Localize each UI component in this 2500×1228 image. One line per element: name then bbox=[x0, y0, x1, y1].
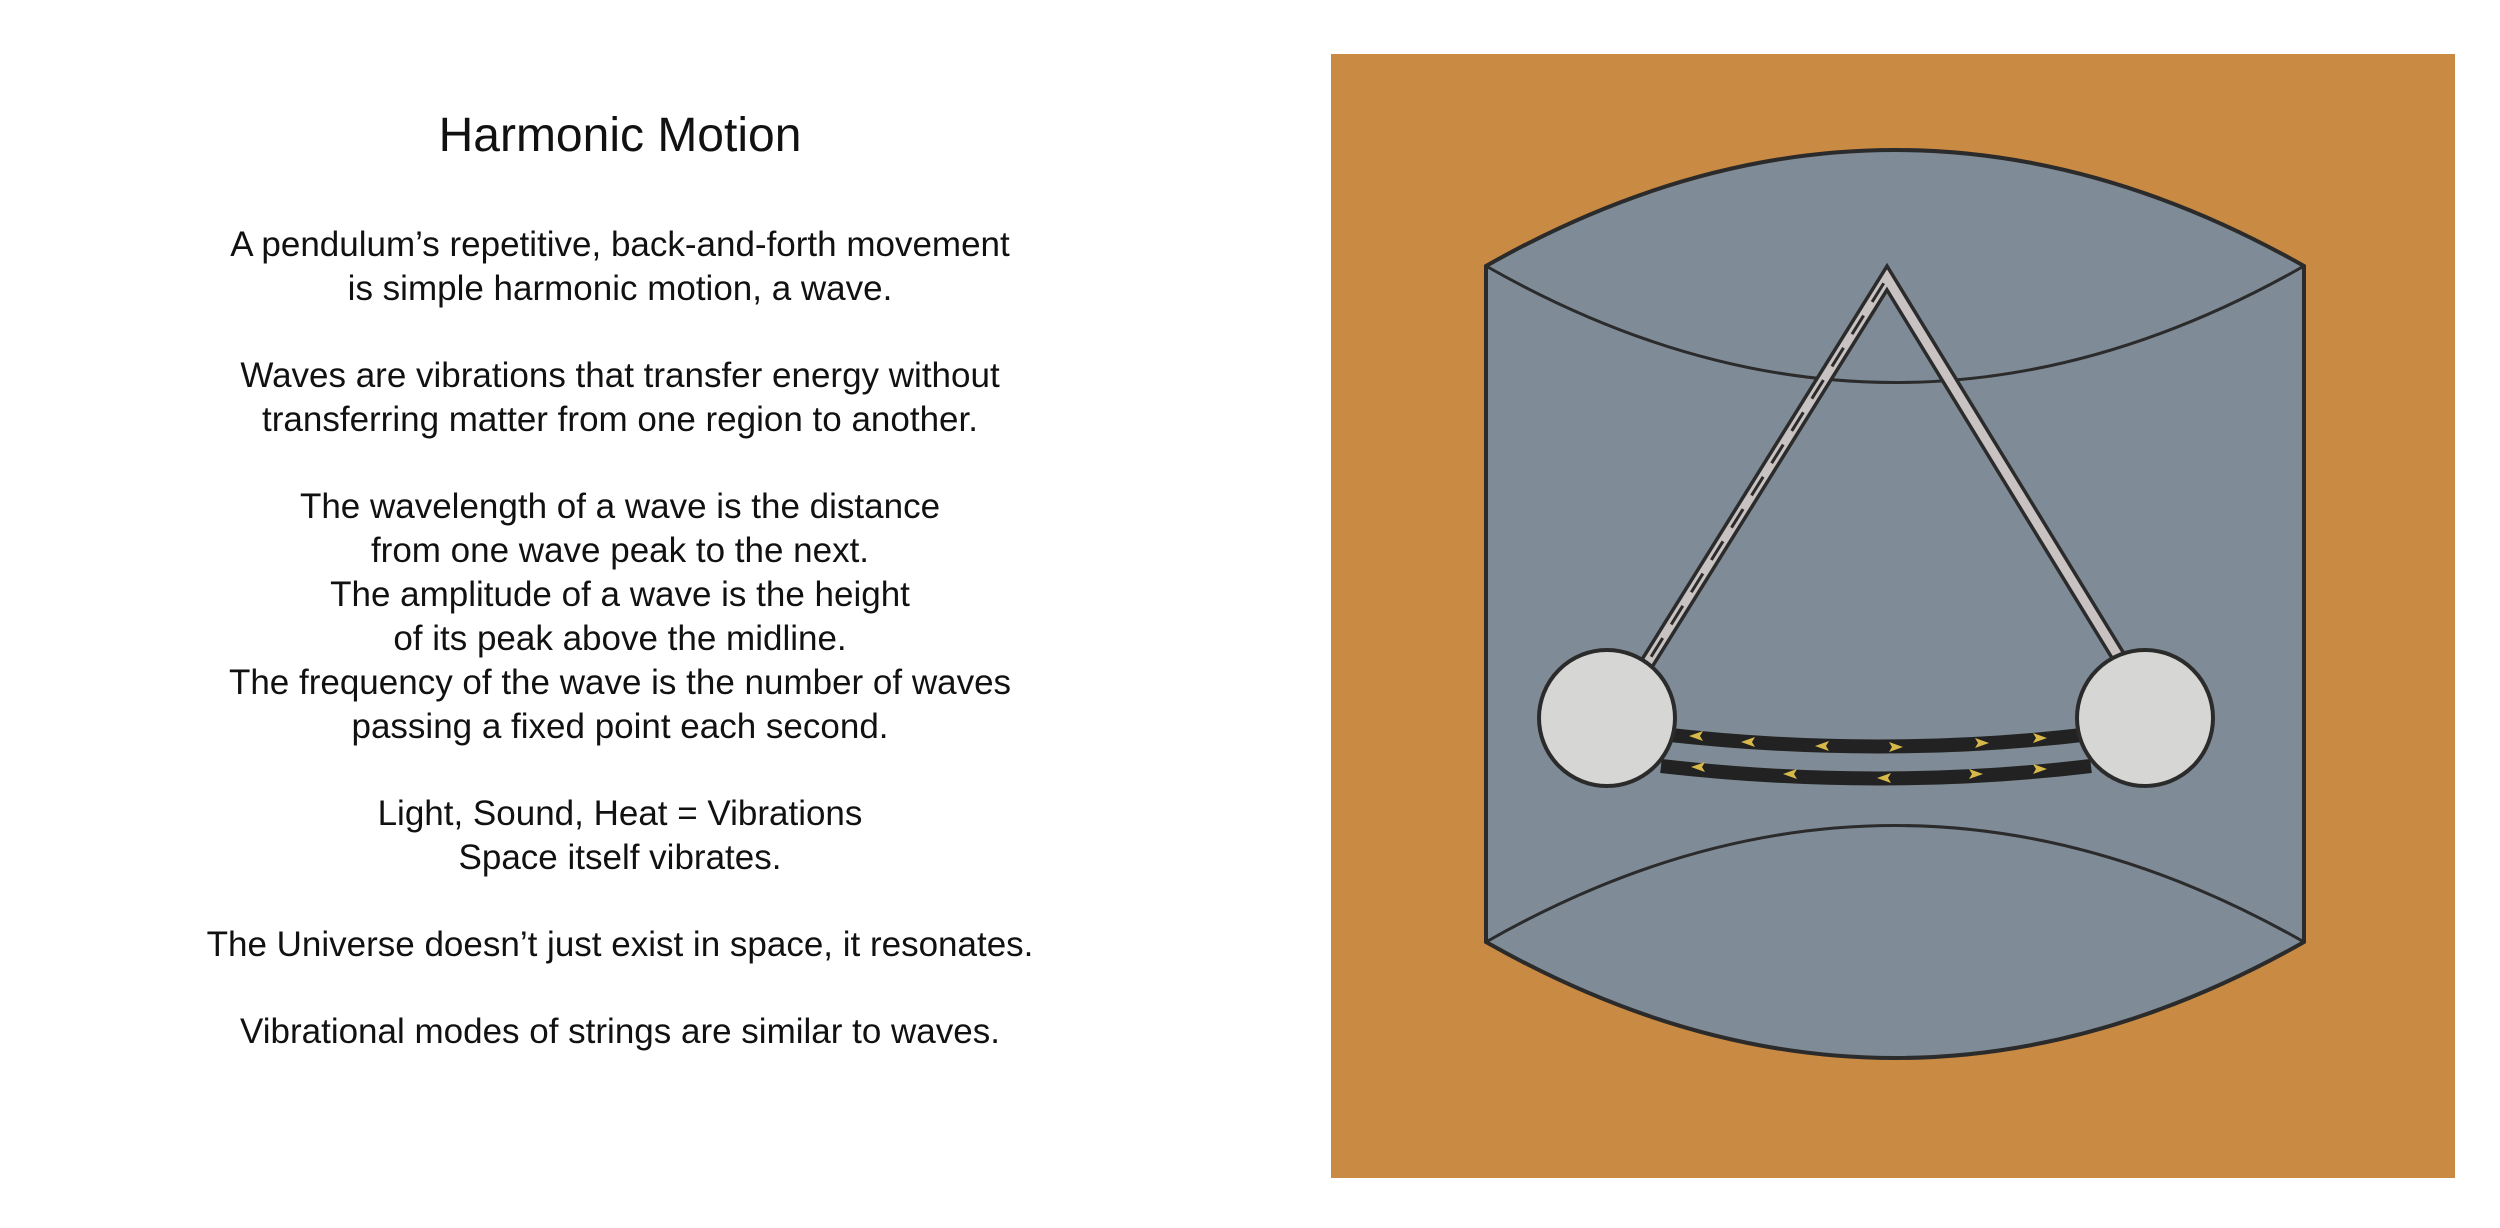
page-title: Harmonic Motion bbox=[438, 109, 802, 162]
text-line: Light, Sound, Heat = Vibrations bbox=[377, 794, 863, 833]
text-line: transferring matter from one region to another. bbox=[262, 400, 978, 439]
left-pendulum-bob bbox=[1539, 650, 1675, 786]
text-line: The wavelength of a wave is the distance bbox=[299, 487, 941, 526]
text-line: Vibrational modes of strings are similar to waves. bbox=[240, 1012, 1000, 1051]
text-line: A pendulum’s repetitive, back-and-forth movement bbox=[230, 225, 1010, 264]
text-line: The frequency of the wave is the number of waves bbox=[228, 663, 1012, 702]
text-line: The Universe doesn’t just exist in space, it resonates. bbox=[206, 925, 1034, 964]
text-line: of its peak above the midline. bbox=[393, 619, 847, 658]
paragraph-universe bbox=[120, 923, 1120, 967]
paragraph-wave-properties bbox=[120, 485, 1120, 749]
text-line: passing a fixed point each second. bbox=[351, 707, 889, 746]
pendulum-painting-svg bbox=[1331, 54, 2455, 1178]
text-line: Waves are vibrations that transfer energy without bbox=[240, 356, 1000, 395]
text-line: from one wave peak to the next. bbox=[370, 531, 870, 570]
right-pendulum-bob bbox=[2077, 650, 2213, 786]
text-line: The amplitude of a wave is the height bbox=[330, 575, 910, 614]
paragraph-strings bbox=[120, 1010, 1120, 1054]
pendulum-painting bbox=[1331, 54, 2455, 1178]
text-panel bbox=[120, 108, 1120, 1097]
paragraph-vibrations bbox=[120, 792, 1120, 880]
paragraph-pendulum bbox=[120, 223, 1120, 311]
paragraph-waves bbox=[120, 354, 1120, 442]
text-line: Space itself vibrates. bbox=[458, 838, 782, 877]
text-line: is simple harmonic motion, a wave. bbox=[347, 269, 893, 308]
